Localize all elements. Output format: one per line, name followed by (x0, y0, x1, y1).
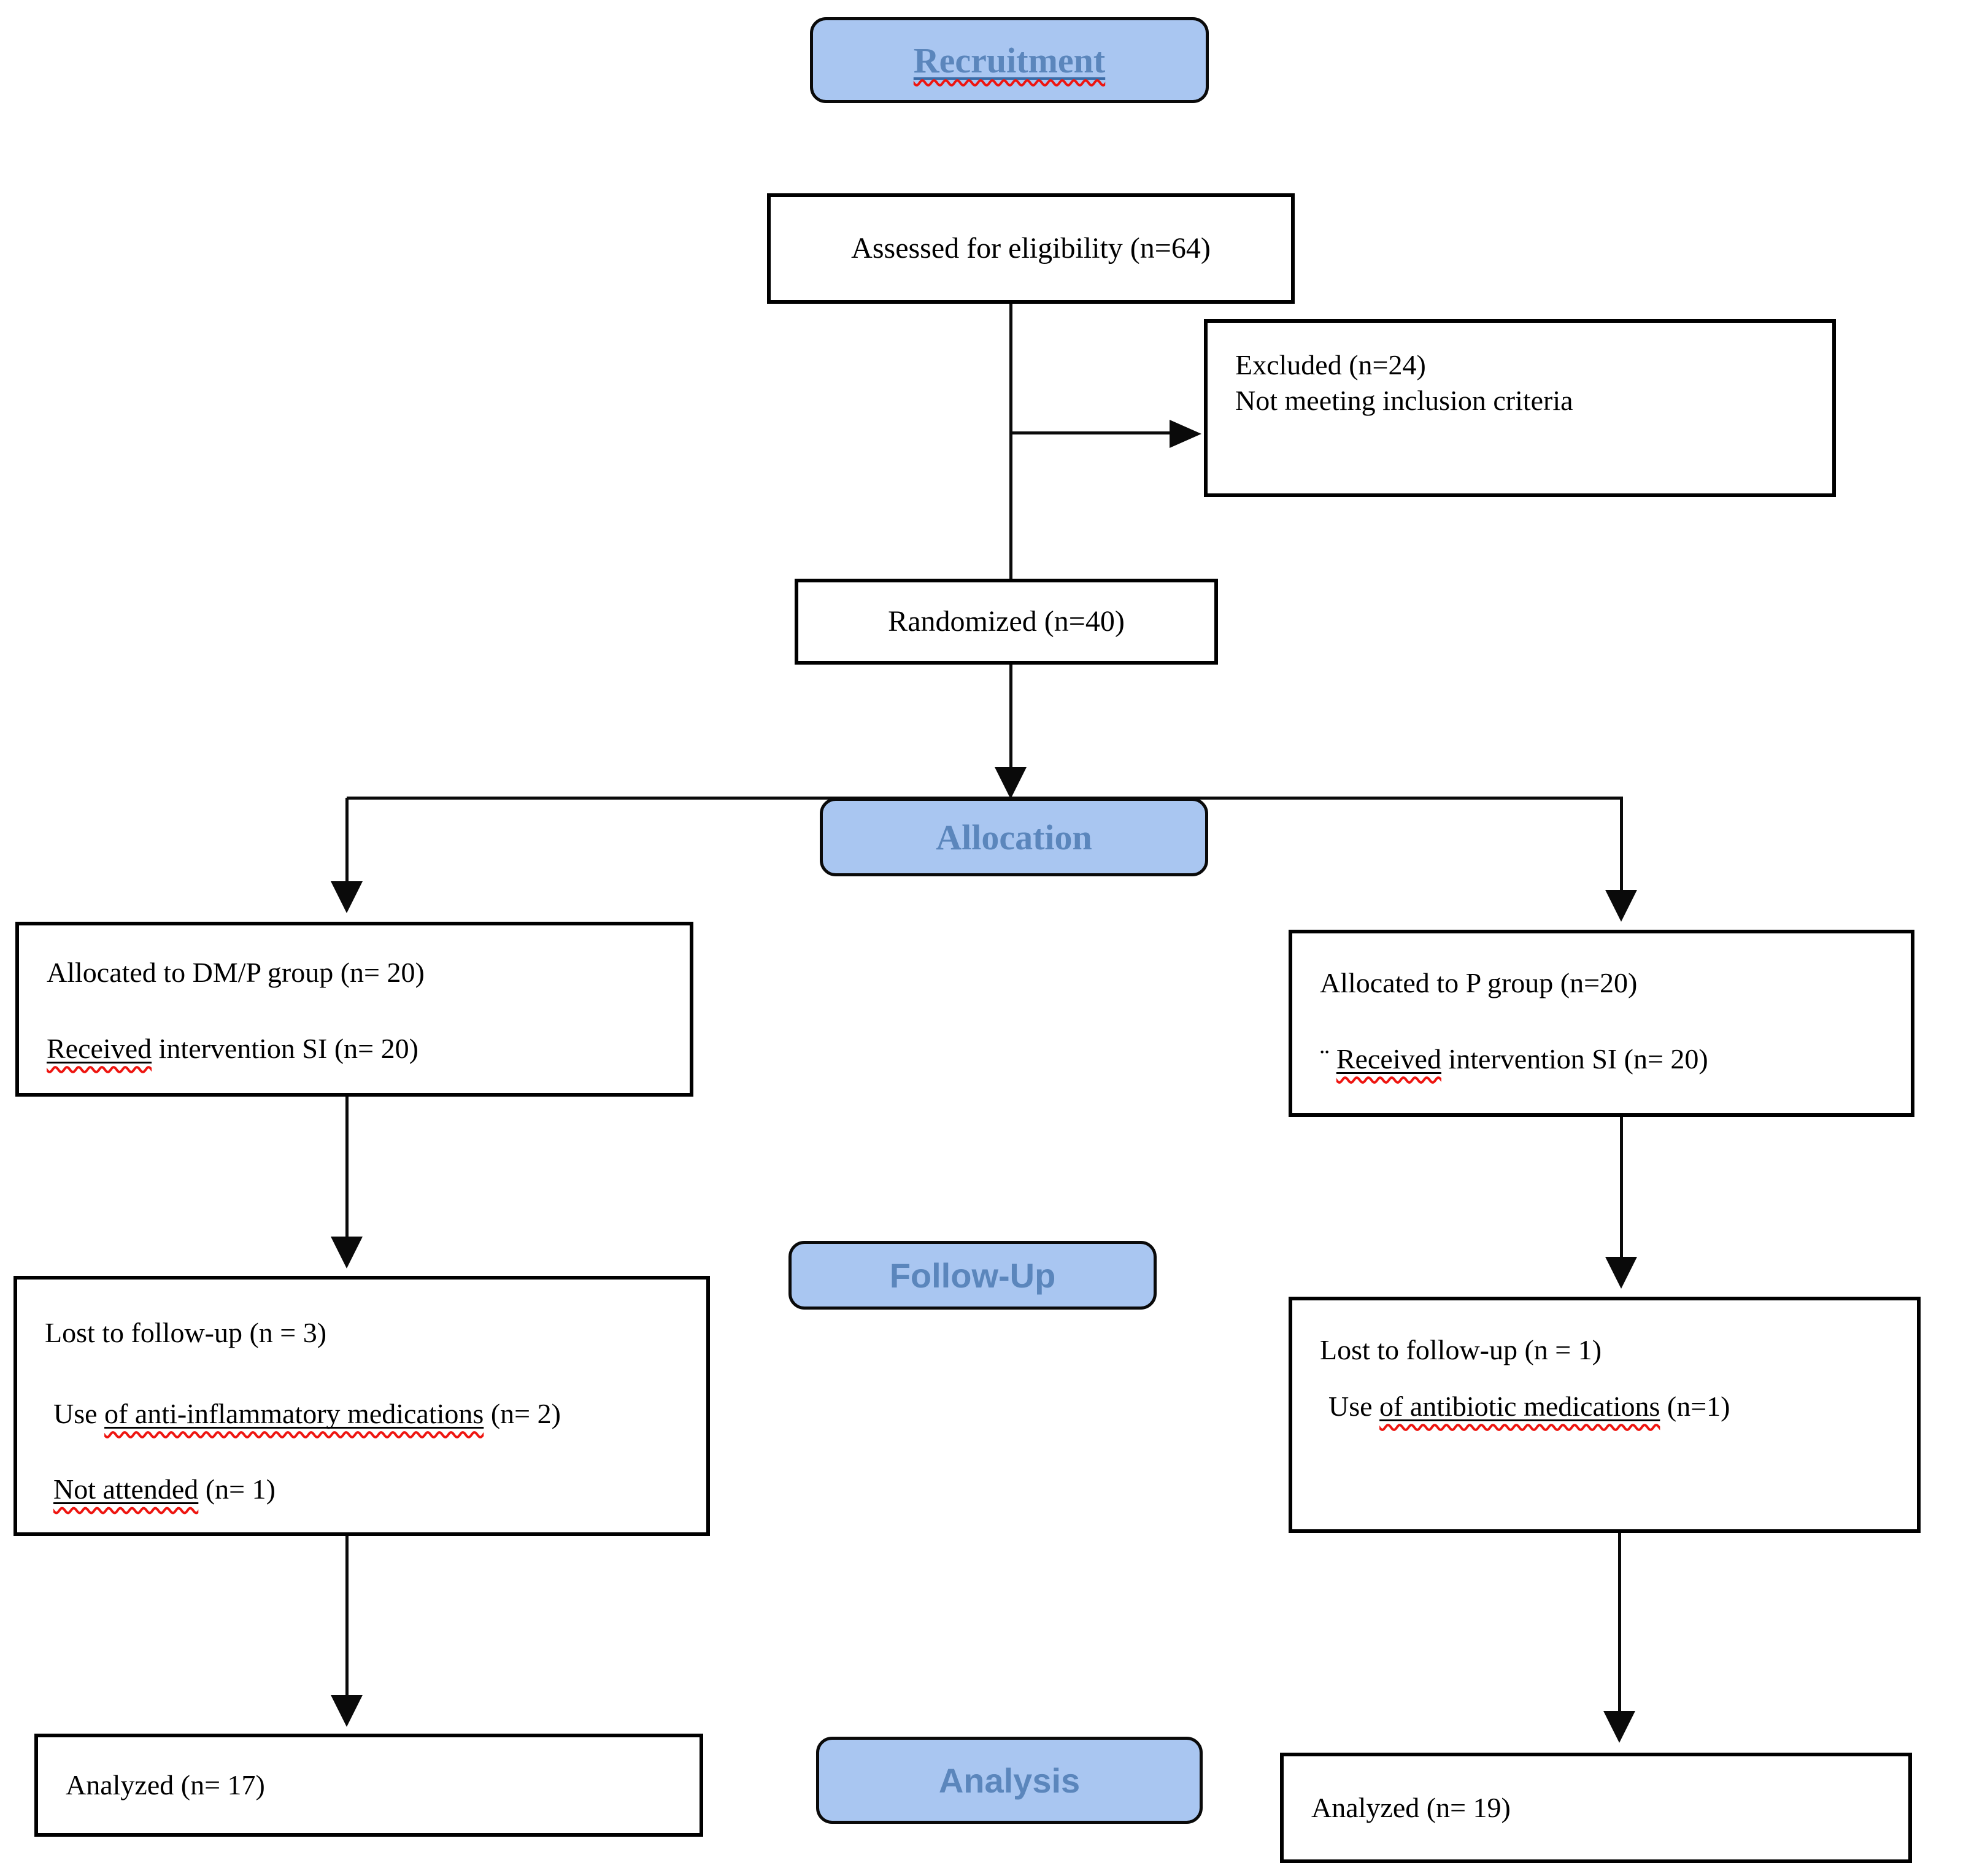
arrowhead-allocation (995, 767, 1027, 799)
allocation-stage-label: Allocation (936, 817, 1092, 857)
followup-left-box (13, 1276, 710, 1536)
allocated-dmp-line1: Allocated to DM/P group (n= 20) (47, 957, 425, 988)
allocated-dmp-box (15, 922, 693, 1097)
followup-right-line1: Lost to follow-up (n = 1) (1320, 1334, 1602, 1365)
allocated-p-received-word: Received (1336, 1043, 1441, 1075)
allocated-dmp-line2-rest: intervention SI (n= 20) (152, 1032, 418, 1064)
followup-left-line1: Lost to follow-up (n = 3) (45, 1317, 327, 1348)
followup-right-box (1289, 1297, 1921, 1533)
followup-right-line2 (1328, 1389, 1899, 1424)
arrowhead-excluded (1170, 420, 1201, 448)
assessed-text: Assessed for eligibility (n=64) (851, 232, 1211, 264)
arrowhead-analyzed-left (331, 1695, 363, 1727)
allocated-p-box (1289, 930, 1914, 1117)
arrowhead-analyzed-right (1603, 1711, 1635, 1743)
connector-alloc-right-to-followup (1620, 1117, 1623, 1258)
followup-stage-badge (788, 1241, 1157, 1310)
allocated-dmp-line2 (47, 1031, 671, 1067)
connector-randomized-to-allocation (1009, 665, 1012, 770)
randomized-box (795, 579, 1218, 665)
analyzed-right-box (1280, 1753, 1912, 1863)
allocated-p-line2-rest: intervention SI (n= 20) (1441, 1043, 1708, 1075)
excluded-line1: Excluded (n=24) (1235, 349, 1426, 380)
connector-branch-to-alloc-right (1620, 798, 1623, 891)
analyzed-left-text: Analyzed (n= 17) (66, 1769, 265, 1801)
followup-right-line2-rest: (n=1) (1660, 1390, 1730, 1422)
recruitment-stage-label: Recruitment (913, 40, 1106, 80)
arrowhead-alloc-left (331, 881, 363, 913)
connector-assessed-to-randomized (1009, 304, 1012, 579)
analysis-stage-badge (816, 1737, 1203, 1824)
connector-followup-right-to-analyzed (1618, 1533, 1621, 1713)
randomized-text: Randomized (n=40) (888, 605, 1125, 638)
excluded-box (1204, 319, 1836, 497)
arrowhead-followup-left (331, 1237, 363, 1268)
followup-right-line2-marked: of antibiotic medications (1379, 1390, 1660, 1422)
excluded-line2: Not meeting inclusion criteria (1235, 384, 1573, 416)
assessed-box (767, 193, 1295, 304)
followup-stage-label: Follow-Up (889, 1256, 1056, 1295)
analyzed-left-box (34, 1734, 703, 1837)
allocated-dmp-received-word: Received (47, 1032, 152, 1064)
followup-left-line3-marked: Not attended (53, 1473, 199, 1505)
allocated-p-line2-prefix: ¨ (1320, 1043, 1336, 1075)
followup-left-line3-rest: (n= 1) (198, 1473, 276, 1505)
connector-branch-to-alloc-left (345, 798, 349, 882)
allocated-p-line2 (1320, 1041, 1892, 1077)
followup-left-line2-lead: Use (53, 1397, 105, 1429)
followup-left-line3 (53, 1472, 688, 1507)
arrowhead-alloc-right (1605, 890, 1637, 922)
recruitment-stage-badge (810, 17, 1209, 103)
followup-left-line2-rest: (n= 2) (484, 1397, 561, 1429)
followup-right-line2-lead: Use (1328, 1390, 1380, 1422)
analyzed-right-text: Analyzed (n= 19) (1311, 1792, 1511, 1824)
connector-to-excluded (1012, 431, 1172, 434)
allocated-p-line1: Allocated to P group (n=20) (1320, 967, 1638, 998)
connector-followup-left-to-analyzed (345, 1535, 349, 1697)
recruitment-stage-label-underline (914, 40, 1105, 81)
allocation-stage-badge (820, 798, 1208, 876)
followup-left-line2 (53, 1396, 688, 1432)
arrowhead-followup-right (1605, 1257, 1637, 1289)
analysis-stage-label: Analysis (938, 1761, 1081, 1800)
connector-alloc-left-to-followup (345, 1097, 349, 1238)
followup-left-line2-marked: of anti-inflammatory medications (104, 1397, 484, 1429)
